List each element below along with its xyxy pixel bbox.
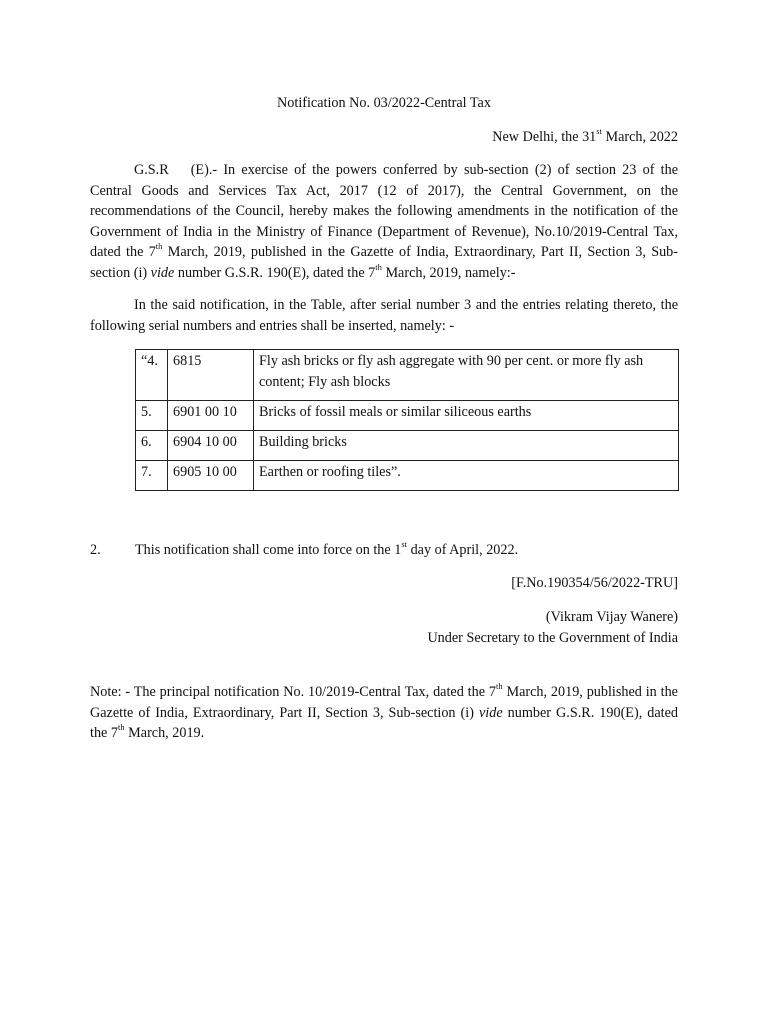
description-cell: Bricks of fossil meals or similar siliceous earths [254, 401, 679, 431]
commencement-tail: day of April, 2022. [407, 542, 519, 558]
preamble-mid: March, 2019, published in the Gazette of India, Extraordinary, Part II, Section 3, Sub-section (i) [90, 244, 678, 281]
serial-cell: “4. [136, 350, 168, 401]
amendment-table [135, 349, 679, 491]
note-paragraph [90, 682, 678, 744]
place-date-suffix: March, 2022 [601, 129, 678, 145]
description-cell: Fly ash bricks or fly ash aggregate with 90 per cent. or more fly ash content; Fly ash blocks [254, 350, 679, 401]
note-vide: vide [478, 704, 503, 721]
commencement-lead: This notification shall come into force on the 1 [135, 542, 402, 558]
description-cell: Building bricks [254, 431, 679, 461]
notification-title: Notification No. 03/2022-Central Tax [277, 95, 491, 111]
serial-cell: 6. [136, 431, 168, 461]
preamble-sup-2: th [375, 261, 382, 272]
place-date-sup: st [596, 126, 602, 137]
hsn-cell: 6904 10 00 [168, 431, 254, 461]
note-mid-2: number G.S.R. 190(E), dated the 7 [90, 704, 678, 741]
hsn-cell: 6815 [168, 350, 254, 401]
signatory-name: (Vikram Vijay Wanere) [545, 609, 678, 625]
preamble-lead: (E).- In exercise of the powers conferred by sub-section (2) of section 23 of the Central Goods and Services Tax Act, 2017 (12 of 2017), the Central Government, on the recommendations of the Council, hereby makes the following amendments in the notification of the Government of India in the Ministry of Finance (Department of Revenue), No.10/2019-Central Tax, dated the 7 [90, 162, 678, 260]
table-row [136, 431, 679, 461]
preamble-vide: vide [150, 264, 175, 281]
instruction-text: In the said notification, in the Table, after serial number 3 and the entries relating thereto, the following serial numbers and entries shall be inserted, namely: - [90, 297, 678, 334]
note-mid: March, 2019, published in the Gazette of India, Extraordinary, Part II, Section 3, Sub-section (i) [90, 684, 678, 721]
paragraph-instruction [90, 295, 678, 336]
file-number: [F.No.190354/56/2022-TRU] [511, 575, 678, 591]
preamble-sup-1: th [155, 241, 163, 252]
hsn-cell: 6901 00 10 [168, 401, 254, 431]
clause-number: 2. [90, 542, 101, 558]
paragraph-preamble [90, 160, 678, 283]
gsr-label: G.S.R [134, 162, 169, 178]
place-date-prefix: New Delhi, the 31 [492, 129, 597, 145]
commencement-clause [135, 540, 678, 561]
table-row [136, 461, 679, 491]
note-sup-1: th [495, 681, 503, 692]
table-row [136, 350, 679, 401]
serial-cell: 5. [136, 401, 168, 431]
table-row [136, 401, 679, 431]
place-date-line [90, 127, 678, 148]
signatory-designation: Under Secretary to the Government of India [427, 630, 678, 646]
serial-cell: 7. [136, 461, 168, 491]
description-cell: Earthen or roofing tiles”. [254, 461, 679, 491]
commencement-sup: st [401, 539, 408, 550]
preamble-mid-2: number G.S.R. 190(E), dated the 7 [174, 264, 376, 281]
note-sup-2: th [117, 722, 125, 733]
preamble-tail: March, 2019, namely:- [381, 264, 516, 281]
hsn-cell: 6905 10 00 [168, 461, 254, 491]
note-lead: Note: - The principal notification No. 10/2019-Central Tax, dated the 7 [90, 684, 496, 700]
note-tail: March, 2019. [124, 725, 205, 741]
